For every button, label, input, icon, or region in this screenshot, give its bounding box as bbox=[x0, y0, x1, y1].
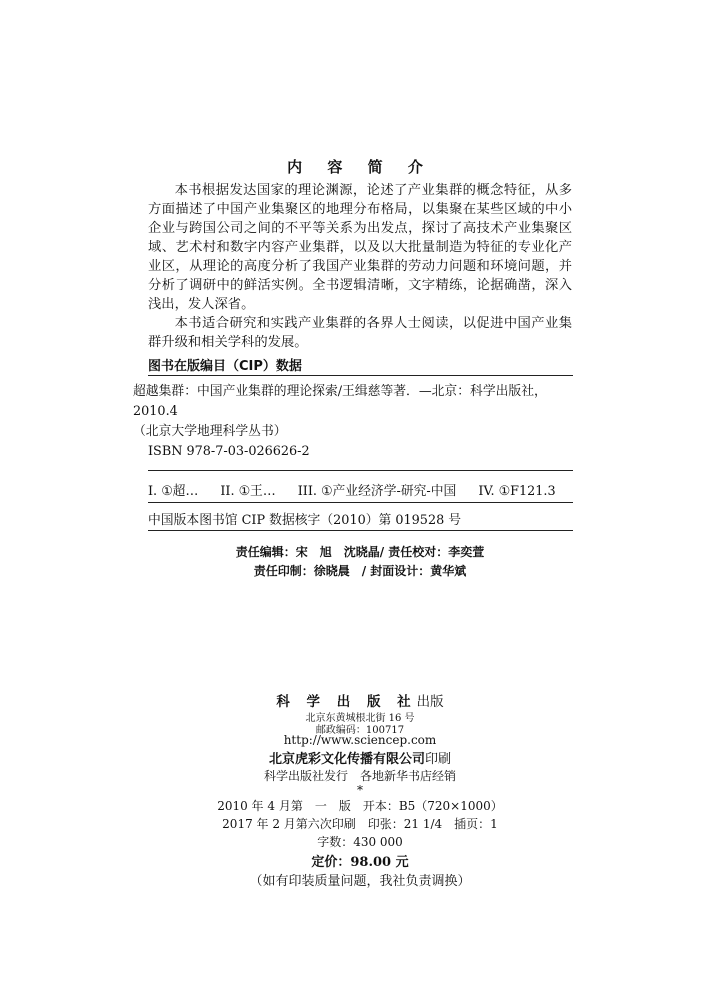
distribution: 科学出版社发行 各地新华书店经销 bbox=[263, 769, 456, 783]
cip-class-4: IV. ①F121.3 bbox=[478, 484, 556, 499]
cip-class-3: III. ①产业经济学-研究-中国 bbox=[297, 484, 457, 499]
price-value: 98.00 元 bbox=[350, 855, 409, 870]
separator-star: * bbox=[357, 783, 363, 797]
cip-bottom-rule bbox=[148, 530, 573, 531]
printer-suffix: 印刷 bbox=[425, 752, 452, 767]
word-count: 字数：430 000 bbox=[317, 835, 403, 849]
publisher-name: 科 学 出 版 社 bbox=[276, 694, 417, 710]
cip-class-1: I. ①超… bbox=[148, 484, 199, 499]
cip-isbn: ISBN 978-7-03-026626-2 bbox=[148, 444, 310, 459]
credits-line-2: 责任印制：徐晓晨 / 封面设计：黄华斌 bbox=[253, 564, 467, 578]
intro-body bbox=[148, 181, 572, 352]
printing-info: 2017 年 2 月第六次印刷 印张：21 1/4 插页：1 bbox=[222, 817, 498, 831]
publisher-url: http://www.sciencep.com bbox=[283, 733, 437, 747]
cip-lower-rule bbox=[148, 502, 573, 503]
cip-number: 中国版本图书馆 CIP 数据核字（2010）第 019528 号 bbox=[148, 513, 462, 528]
edition-info: 2010 年 4 月第 一 版 开本：B5（720×1000） bbox=[217, 799, 503, 813]
intro-title: 内 容 简 介 bbox=[287, 158, 433, 176]
printer-line bbox=[0, 748, 720, 767]
price-label: 定价： bbox=[311, 855, 351, 870]
quality-notice: （如有印装质量问题，我社负责调换） bbox=[249, 874, 471, 889]
cip-line-2: 2010.4 bbox=[133, 404, 178, 419]
cip-class-2: II. ①王… bbox=[220, 484, 276, 499]
cip-mid-rule bbox=[148, 470, 573, 471]
printer-name: 北京虎彩文化传播有限公司 bbox=[268, 752, 425, 767]
credits-line-1: 责任编辑：宋 旭 沈晓晶/ 责任校对：李奕萱 bbox=[235, 545, 485, 559]
price-line bbox=[0, 851, 720, 870]
intro-paragraph-2: 本书适合研究和实践产业集群的各界人士阅读，以促进中国产业集群升级和相关学科的发展。 bbox=[148, 316, 572, 350]
cip-line-1: 超越集群：中国产业集群的理论探索/王缉慈等著．—北京：科学出版社， bbox=[133, 384, 547, 399]
cip-classification bbox=[148, 480, 574, 499]
publisher-address: 北京东黄城根北街 16 号 bbox=[305, 713, 415, 724]
cip-heading: 图书在版编目（CIP）数据 bbox=[148, 359, 302, 374]
intro-paragraph-1: 本书根据发达国家的理论渊源，论述了产业集群的概念特征，从多方面描述了中国产业集聚区的地理分布格局，以集聚在某些区域的中小企业与跨国公司之间的不平等关系为出发点，探讨了高技术产业集聚区域、艺术村和数字内容产业集群，以及以大批量制造为特征的专业化产业区，从理论的高度分析了我国产业集群的劳动力问题和环境问题，并分析了调研中的鲜活实例。全书逻辑清晰，文字精练，论据确凿，深入浅出，发人深省。 bbox=[148, 183, 572, 312]
publisher-suffix: 出版 bbox=[416, 694, 444, 710]
cip-top-rule bbox=[148, 375, 573, 376]
cip-line-3: （北京大学地理科学丛书） bbox=[133, 424, 287, 439]
publisher-line bbox=[0, 690, 720, 710]
cip-record bbox=[133, 382, 573, 462]
publisher-postcode: 邮政编码：100717 bbox=[315, 725, 405, 736]
